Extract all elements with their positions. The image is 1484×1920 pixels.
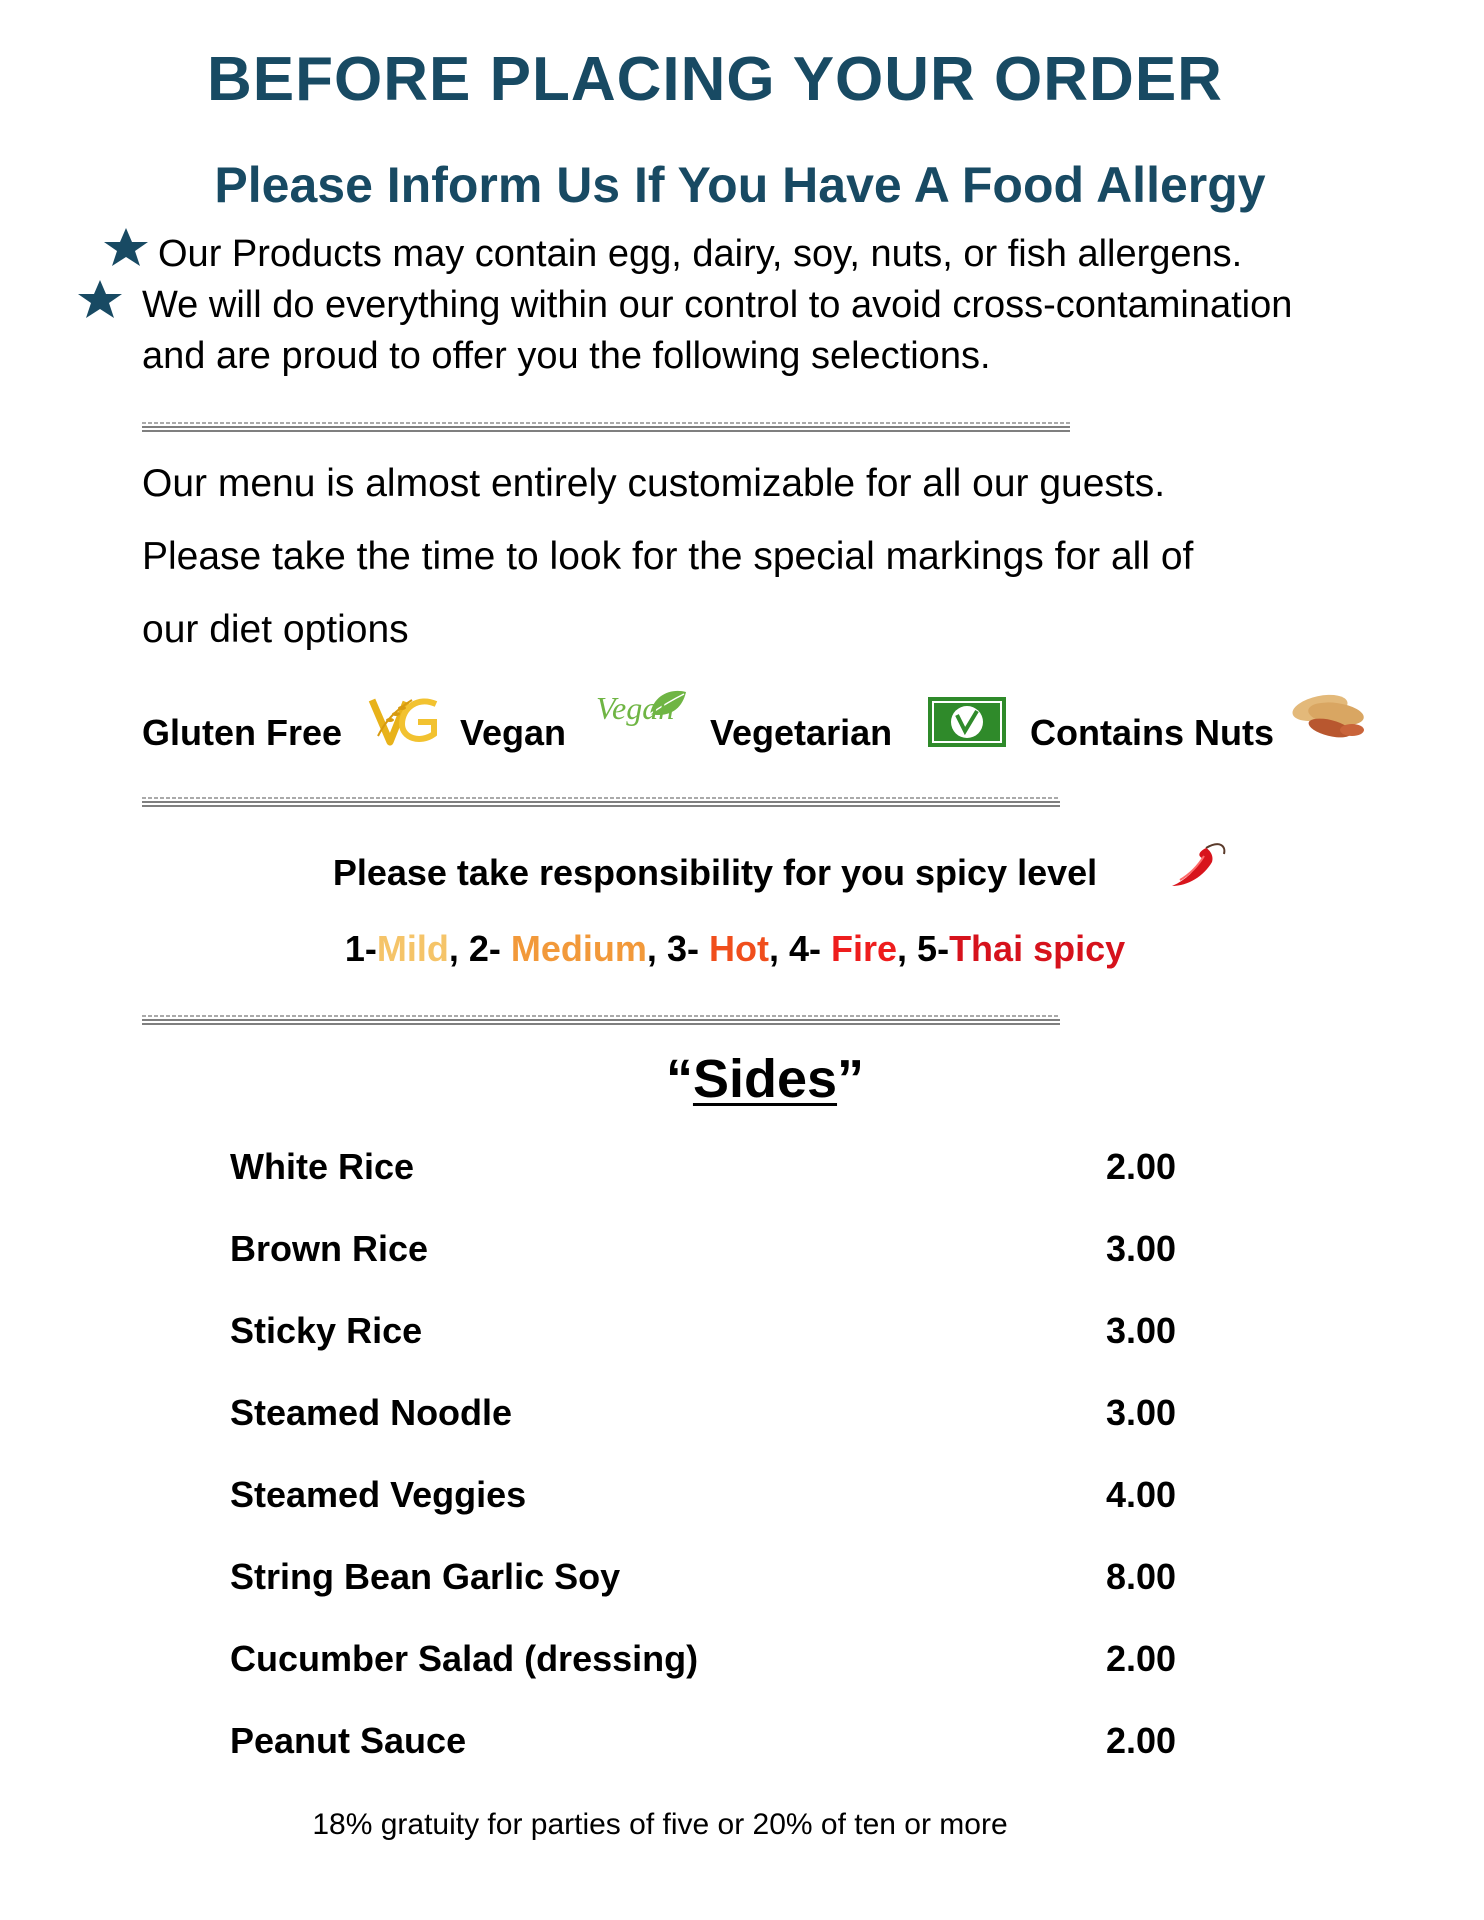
level-number: 1-	[344, 928, 377, 969]
menu-item-name: Peanut Sauce	[230, 1720, 467, 1761]
vegetarian-icon	[928, 697, 1006, 752]
level-space	[501, 928, 511, 969]
menu-item-price: 2.00	[1106, 1720, 1177, 1761]
quote-open: “	[665, 1049, 693, 1109]
allergy-line-3: and are proud to offer you the following selections.	[142, 335, 991, 377]
level-fire: Fire	[831, 928, 898, 969]
page-subtitle: Please Inform Us If You Have A Food Allergy	[214, 157, 1266, 213]
level-number: 2-	[468, 928, 501, 969]
divider	[142, 795, 1060, 807]
level-separator: ,	[897, 928, 918, 969]
menu-item-price: 3.00	[1106, 1310, 1177, 1351]
level-space	[821, 928, 831, 969]
page-title: BEFORE PLACING YOUR ORDER	[207, 45, 1223, 114]
level-separator: ,	[768, 928, 789, 969]
vegetarian-label: Vegetarian	[710, 712, 893, 753]
level-number: 5-	[917, 928, 950, 969]
spicy-title: Please take responsibility for you spicy level	[332, 852, 1098, 893]
allergy-line-2: We will do everything within our control to avoid cross-contamination	[142, 284, 1293, 326]
gratuity-note: 18% gratuity for parties of five or 20% of ten or more	[312, 1808, 1008, 1841]
divider	[142, 420, 1070, 432]
level-number: 3-	[666, 928, 699, 969]
menu-item-name: Cucumber Salad (dressing)	[230, 1638, 699, 1679]
quote-close: ”	[837, 1049, 865, 1109]
spicy-levels	[0, 928, 1470, 970]
menu-item-price: 8.00	[1106, 1556, 1177, 1597]
level-hot: Hot	[708, 928, 769, 969]
level-number: 4-	[788, 928, 821, 969]
chili-pepper-icon	[1168, 836, 1228, 897]
peanut-icon	[1286, 688, 1370, 749]
menu-item-name: Steamed Noodle	[230, 1392, 513, 1433]
gluten-free-label: Gluten Free	[142, 712, 343, 753]
level-medium: Medium	[510, 928, 647, 969]
star-icon	[98, 226, 154, 275]
menu-item-price: 2.00	[1106, 1146, 1177, 1187]
menu-item-price: 3.00	[1106, 1228, 1177, 1269]
customize-line-1: Our menu is almost entirely customizable for all our guests.	[142, 462, 1166, 505]
level-thai-spicy: Thai spicy	[949, 928, 1126, 969]
menu-item-price: 3.00	[1106, 1392, 1177, 1433]
level-separator: ,	[646, 928, 667, 969]
star-icon	[72, 278, 128, 327]
sides-heading-text: Sides	[692, 1049, 838, 1109]
menu-item-name: Steamed Veggies	[230, 1474, 527, 1515]
menu-item-name: White Rice	[230, 1146, 415, 1187]
vegan-icon	[592, 684, 688, 744]
divider	[142, 1013, 1060, 1025]
menu-item-name: Brown Rice	[230, 1228, 429, 1269]
menu-item-name: String Bean Garlic Soy	[230, 1556, 621, 1597]
sides-heading	[0, 1048, 1484, 1110]
level-mild: Mild	[376, 928, 449, 969]
menu-item-price: 2.00	[1106, 1638, 1177, 1679]
level-separator: ,	[448, 928, 469, 969]
customize-line-2: Please take the time to look for the special markings for all of	[142, 535, 1194, 578]
contains-nuts-label: Contains Nuts	[1030, 712, 1275, 753]
gluten-free-icon	[366, 690, 442, 755]
allergy-line-1: Our Products may contain egg, dairy, soy, nuts, or fish allergens.	[158, 233, 1243, 275]
customize-line-3: our diet options	[142, 608, 409, 651]
menu-item-price: 4.00	[1106, 1474, 1177, 1515]
level-space	[699, 928, 709, 969]
menu-item-name: Sticky Rice	[230, 1310, 423, 1351]
vegan-label: Vegan	[460, 712, 567, 753]
vegan-icon-text: Vegan	[596, 690, 675, 726]
